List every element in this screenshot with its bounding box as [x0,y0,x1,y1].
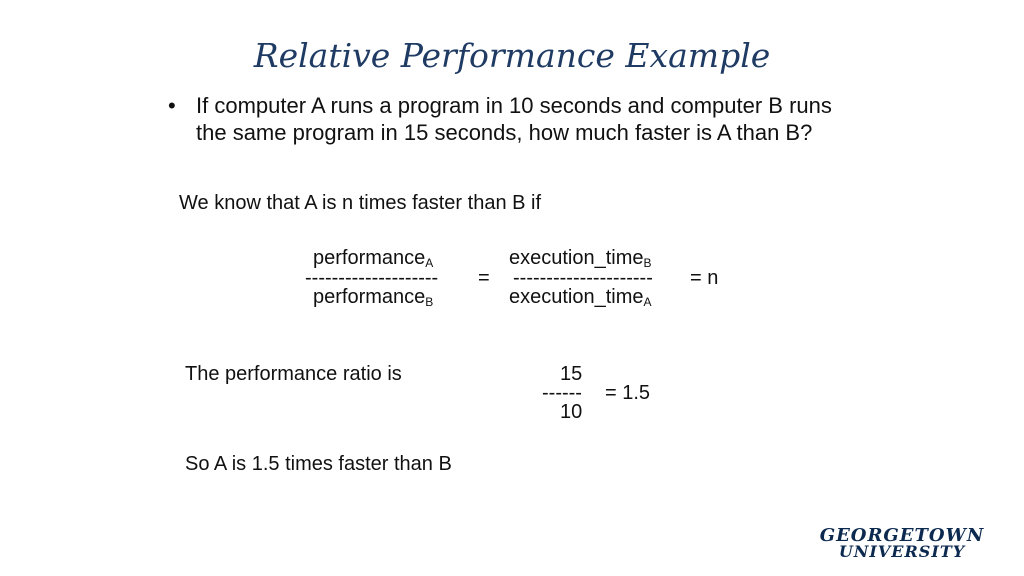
formula-left-bar: -------------------- [305,267,439,289]
bullet-text: If computer A runs a program in 10 seconds and computer B runs the same program in 15 seconds, how much faster is A than B? [196,93,832,145]
formula-left-denominator-text: performance [313,286,426,308]
formula-right-numerator-text: execution_time [509,247,644,269]
ratio-denominator: 10 [560,401,583,423]
formula-left-numerator-text: performance [313,247,426,269]
formula-right-denominator-text: execution_time [509,286,644,308]
ratio-result: = 1.5 [605,382,651,404]
conclusion-text: So A is 1.5 times faster than B [185,453,452,475]
georgetown-university-logo [802,525,1002,561]
ratio-bar: ------ [542,382,582,404]
formula-right-bar: --------------------- [513,267,653,289]
formula-result: = n [690,267,719,289]
formula-right-denominator [509,286,652,309]
formula-left-denominator [313,286,433,309]
intro-text: We know that A is n times faster than B if [179,192,542,214]
logo-line-2: UNIVERSITY [838,542,966,561]
formula-left-numerator-sub: A [425,256,434,270]
formula-equals: = [478,267,490,289]
formula-right-denominator-sub: A [643,295,652,309]
logo-line-1: GEORGETOWN [819,525,985,546]
ratio-label: The performance ratio is [185,363,402,385]
bullet-item [168,92,852,146]
bullet-marker: • [168,93,176,118]
formula-right-numerator-sub: B [643,256,652,270]
slide-title: Relative Performance Example [253,36,771,75]
formula-left-denominator-sub: B [425,295,434,309]
ratio-numerator: 15 [560,363,583,385]
